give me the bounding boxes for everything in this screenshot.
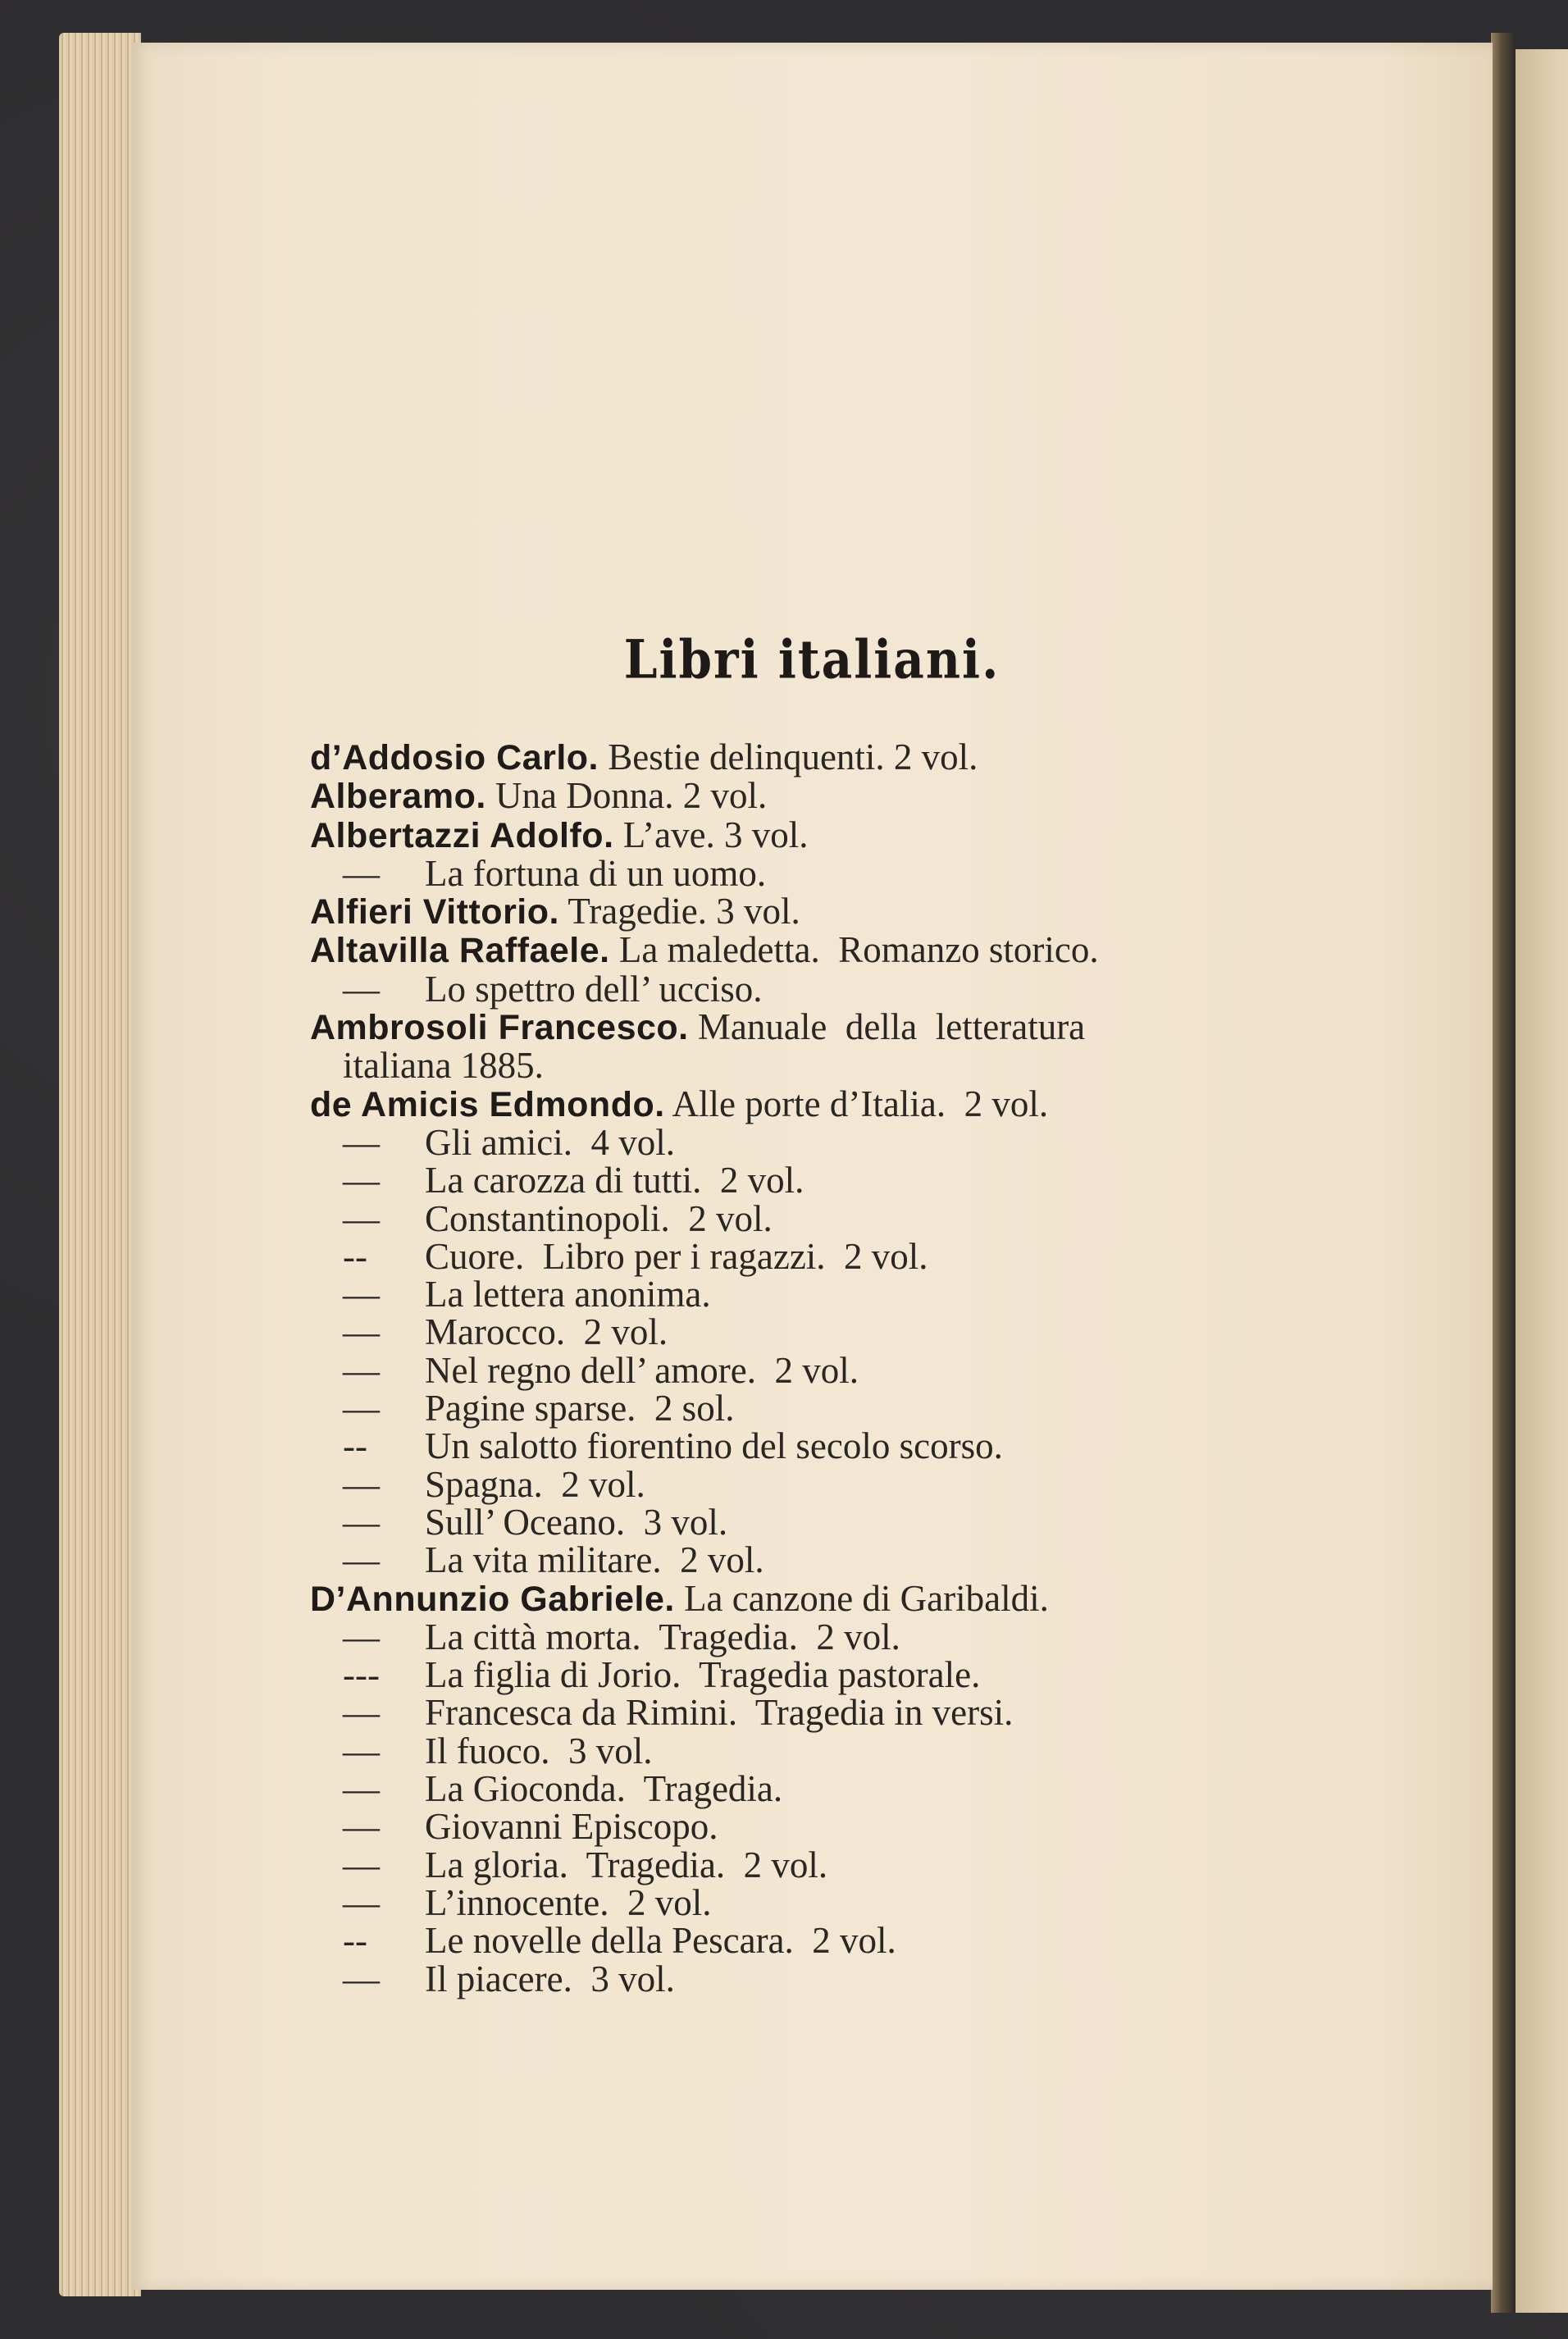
list-item	[310, 1618, 1327, 1656]
entry-title: La figlia di Jorio. Tragedia pastorale.	[425, 1654, 981, 1696]
list-item	[310, 1275, 1327, 1313]
list-item	[310, 1577, 1327, 1619]
entry-title: Cuore. Libro per i ragazzi. 2 vol.	[425, 1235, 928, 1277]
entry-dash: —	[343, 968, 380, 1010]
entry-author: Ambrosoli Francesco.	[310, 1008, 689, 1048]
list-item	[310, 1960, 1327, 1998]
entry-dash: —	[343, 852, 380, 894]
list-item	[310, 1235, 1327, 1277]
list-item	[310, 1806, 1327, 1848]
entry-title: Nel regno dell’ amore. 2 vol.	[425, 1349, 859, 1391]
list-item	[310, 1692, 1327, 1734]
list-item	[310, 970, 1327, 1008]
entry-title: La maledetta. Romanzo storico.	[618, 929, 1099, 971]
entry-author: Albertazzi Adolfo.	[310, 815, 614, 855]
list-item	[310, 816, 1327, 855]
entry-title: Manuale della letteratura	[697, 1006, 1086, 1048]
list-item	[310, 1161, 1327, 1199]
entry-dash: —	[343, 1121, 380, 1163]
list-item	[310, 1085, 1327, 1124]
entry-title: Il fuoco. 3 vol.	[425, 1730, 653, 1771]
entry-dash: —	[343, 1958, 380, 1999]
list-item	[310, 1008, 1327, 1046]
list-item	[310, 738, 1327, 777]
entry-dash: --	[343, 1235, 367, 1277]
list-item	[310, 1463, 1327, 1505]
entry-title: Lo spettro dell’ ucciso.	[425, 968, 763, 1010]
entry-dash: —	[343, 1274, 380, 1315]
book-spine	[1491, 33, 1516, 2313]
entry-title: Le novelle della Pescara. 2 vol.	[425, 1920, 896, 1962]
list-item	[310, 1656, 1327, 1694]
entry-dash: —	[343, 1730, 380, 1771]
entry-dash: —	[343, 1463, 380, 1505]
entry-author: Alberamo.	[310, 777, 486, 817]
list-item	[310, 892, 1327, 931]
entry-title: Spagna. 2 vol.	[425, 1463, 645, 1505]
entry-author: d’Addosio Carlo.	[310, 738, 599, 777]
list-item	[310, 931, 1327, 969]
entry-dash: —	[343, 1806, 380, 1848]
entry-title: Francesca da Rimini. Tragedia in versi.	[425, 1692, 1014, 1734]
list-item	[310, 1389, 1327, 1427]
facing-page-edge	[1516, 49, 1568, 2313]
entry-title: Constantinopoli. 2 vol.	[425, 1197, 773, 1239]
entry-title: Una Donna. 2 vol.	[495, 775, 768, 817]
entry-dash: —	[343, 1844, 380, 1885]
entry-title: Marocco. 2 vol.	[425, 1311, 668, 1353]
list-item	[310, 1770, 1327, 1808]
list-item	[310, 777, 1327, 815]
entry-title: La fortuna di un uomo.	[425, 852, 767, 894]
page-title: Libri italiani.	[623, 627, 1001, 691]
list-item	[310, 1503, 1327, 1541]
entry-title: La città morta. Tragedia. 2 vol.	[425, 1616, 900, 1657]
entry-title: La lettera anonima.	[425, 1274, 711, 1315]
entry-dash: —	[343, 1768, 380, 1810]
list-item	[310, 1427, 1327, 1465]
entry-dash: --	[343, 1920, 367, 1962]
entry-title: Giovanni Episcopo.	[425, 1806, 718, 1848]
list-item	[310, 1197, 1327, 1239]
page-edges	[59, 33, 141, 2296]
list-item	[310, 1920, 1327, 1962]
list-item	[310, 1349, 1327, 1391]
list-item	[310, 1541, 1327, 1579]
list-item	[310, 1121, 1327, 1163]
entry-author: Altavilla Raffaele.	[310, 931, 610, 971]
entry-title: La gloria. Tragedia. 2 vol.	[425, 1844, 828, 1885]
entry-title: Bestie delinquenti. 2 vol.	[608, 736, 978, 777]
entry-title: La canzone di Garibaldi.	[684, 1577, 1049, 1619]
list-item	[310, 1313, 1327, 1351]
entry-list	[310, 738, 1327, 1998]
entry-title: L’ave. 3 vol.	[622, 814, 809, 855]
entry-title: Il piacere. 3 vol.	[425, 1958, 675, 1999]
entry-title: La vita militare. 2 vol.	[425, 1539, 764, 1581]
entry-dash: —	[343, 1197, 380, 1239]
entry-title: La Gioconda. Tragedia.	[425, 1768, 783, 1810]
entry-author: de Amicis Edmondo.	[310, 1084, 665, 1124]
entry-dash: —	[343, 1616, 380, 1657]
entry-title: L’innocente. 2 vol.	[425, 1881, 712, 1923]
entry-dash: —	[343, 1501, 380, 1543]
list-item	[310, 1045, 1327, 1087]
entry-dash: —	[343, 1692, 380, 1734]
entry-dash: —	[343, 1539, 380, 1581]
list-item	[310, 1881, 1327, 1923]
entry-title: Alle porte d’Italia. 2 vol.	[672, 1083, 1049, 1124]
entry-dash: —	[343, 1311, 380, 1353]
entry-author: D’Annunzio Gabriele.	[310, 1579, 675, 1619]
entry-title: La carozza di tutti. 2 vol.	[425, 1160, 805, 1201]
entry-dash: ---	[343, 1654, 380, 1696]
entry-continuation: italiana 1885.	[343, 1045, 544, 1087]
entry-dash: --	[343, 1425, 367, 1467]
entry-title: Pagine sparse. 2 sol.	[425, 1388, 735, 1429]
entry-title: Sull’ Oceano. 3 vol.	[425, 1501, 728, 1543]
entry-title: Un salotto fiorentino del secolo scorso.	[425, 1425, 1003, 1467]
entry-title: Gli amici. 4 vol.	[425, 1121, 675, 1163]
entry-title: Tragedie. 3 vol.	[567, 891, 800, 932]
entry-dash: —	[343, 1388, 380, 1429]
entry-dash: —	[343, 1160, 380, 1201]
entry-dash: —	[343, 1349, 380, 1391]
list-item	[310, 852, 1327, 894]
entry-author: Alfieri Vittorio.	[310, 892, 559, 932]
entry-dash: —	[343, 1881, 380, 1923]
list-item	[310, 1846, 1327, 1884]
list-item	[310, 1732, 1327, 1770]
